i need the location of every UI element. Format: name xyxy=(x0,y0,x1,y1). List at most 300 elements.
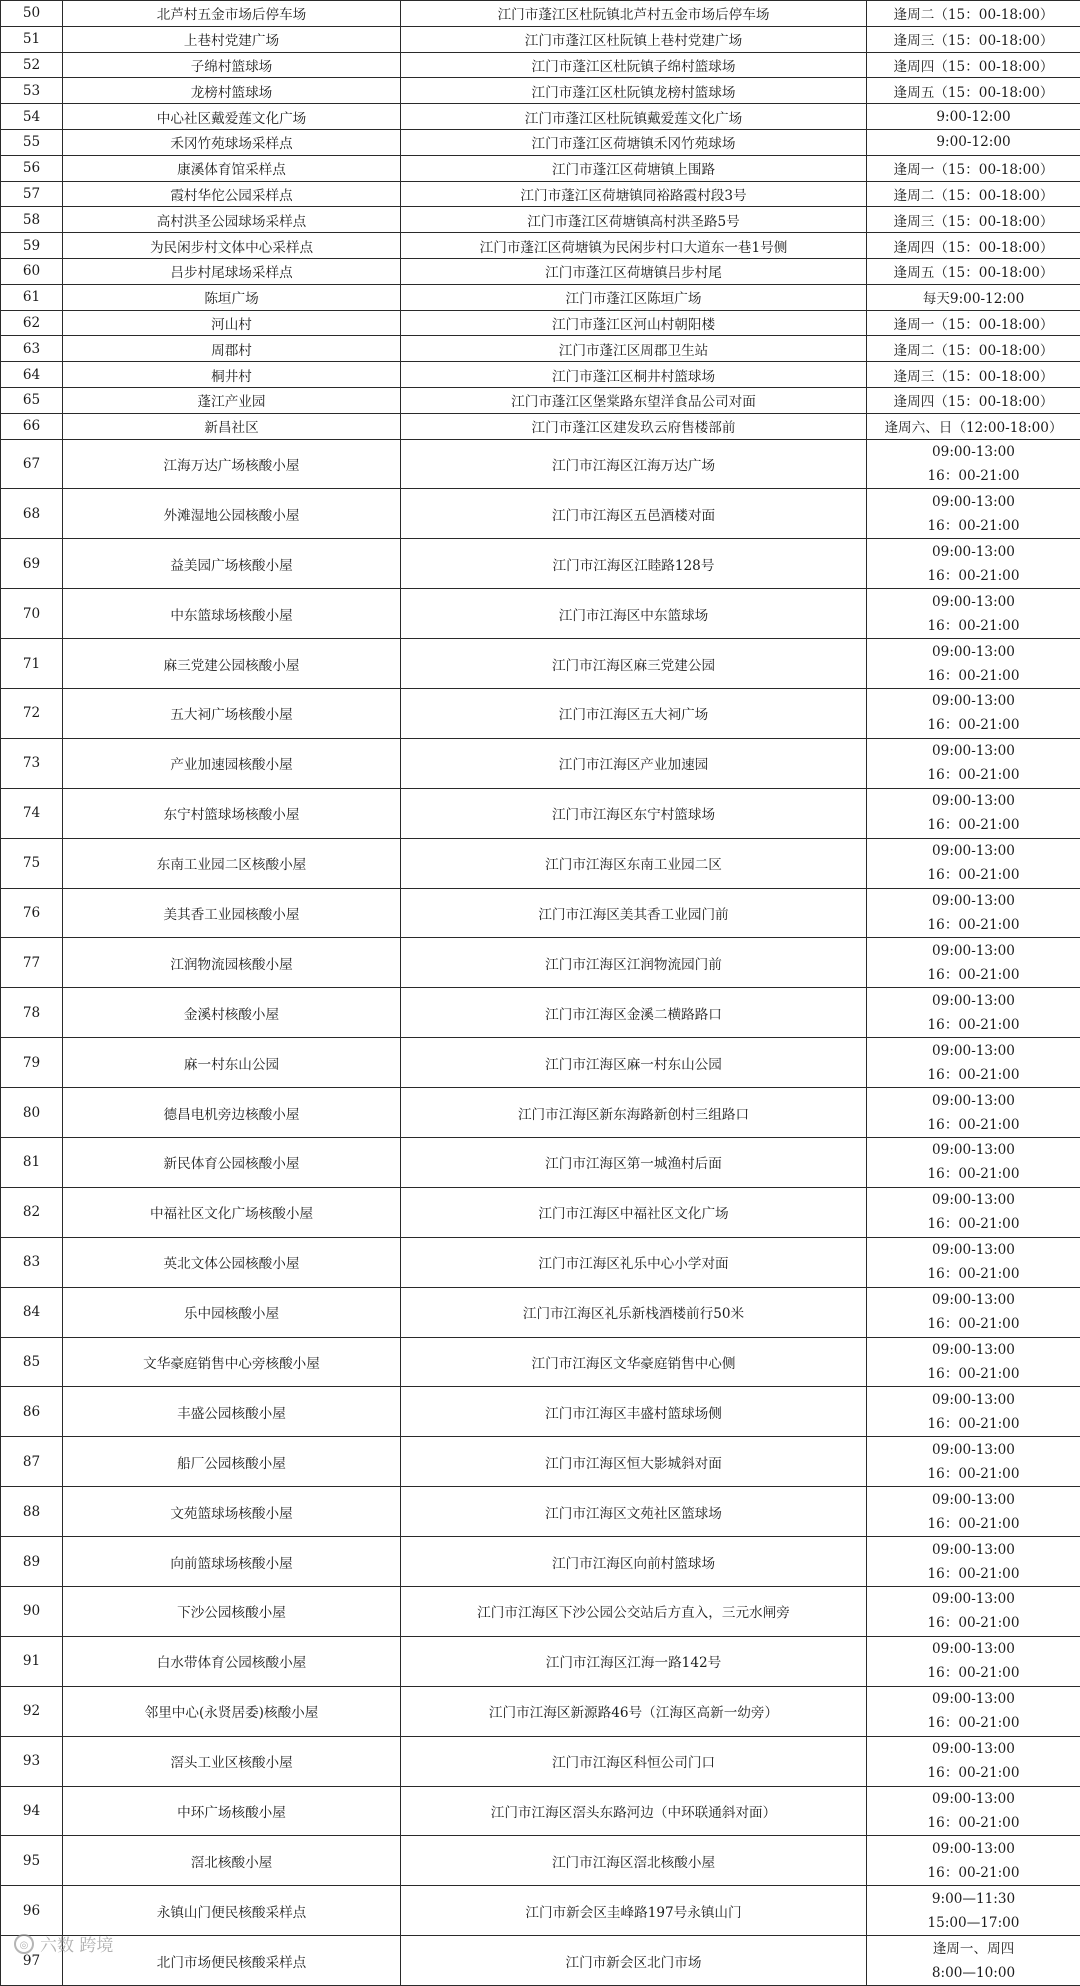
table-row xyxy=(1,310,1080,336)
opening-time-cell xyxy=(867,1836,1080,1886)
table-row xyxy=(1,589,1080,639)
opening-time-cell xyxy=(867,689,1080,739)
opening-time-cell xyxy=(867,1,1080,27)
site-address-cell: 江门市江海区东南工业园二区 xyxy=(401,838,867,888)
opening-time-cell xyxy=(867,489,1080,539)
opening-time-line: 逢周三（15：00-18:00） xyxy=(869,365,1078,385)
site-address-cell: 江门市新会区北门市场 xyxy=(401,1936,867,1986)
table-row xyxy=(1,788,1080,838)
site-name-cell: 周郡村 xyxy=(63,336,401,362)
row-number-cell: 66 xyxy=(1,413,63,439)
site-address-cell: 江门市江海区丰盛村篮球场侧 xyxy=(401,1387,867,1437)
row-number-cell: 60 xyxy=(1,258,63,284)
opening-time-cell xyxy=(867,387,1080,413)
site-address-cell: 江门市江海区向前村篮球场 xyxy=(401,1537,867,1587)
site-name-cell: 康溪体育馆采样点 xyxy=(63,155,401,181)
site-name-cell: 河山村 xyxy=(63,310,401,336)
opening-time-cell xyxy=(867,1736,1080,1786)
site-name-cell: 中东篮球场核酸小屋 xyxy=(63,589,401,639)
table-row xyxy=(1,1587,1080,1637)
opening-time-line: 16：00-21:00 xyxy=(869,1562,1078,1586)
site-address-cell: 江门市江海区文华豪庭销售中心侧 xyxy=(401,1337,867,1387)
opening-time-line: 09:00-13:00 xyxy=(869,1637,1078,1661)
site-name-cell: 麻一村东山公园 xyxy=(63,1038,401,1088)
opening-time-line: 09:00-13:00 xyxy=(869,1188,1078,1212)
table-row xyxy=(1,233,1080,259)
site-address-cell: 江门市蓬江区堡棠路东望洋食品公司对面 xyxy=(401,387,867,413)
opening-time-cell xyxy=(867,258,1080,284)
opening-time-line: 15:00—17:00 xyxy=(869,1911,1078,1935)
site-address-cell: 江门市江海区新东海路新创村三组路口 xyxy=(401,1088,867,1138)
opening-time-line: 16：00-21:00 xyxy=(869,1811,1078,1835)
row-number-cell: 97 xyxy=(1,1936,63,1986)
opening-time-line: 09:00-13:00 xyxy=(869,1039,1078,1063)
row-number-cell: 96 xyxy=(1,1886,63,1936)
opening-time-cell xyxy=(867,838,1080,888)
opening-time-line: 16：00-21:00 xyxy=(869,1861,1078,1885)
row-number-cell: 73 xyxy=(1,738,63,788)
site-name-cell: 文苑篮球场核酸小屋 xyxy=(63,1487,401,1537)
opening-time-line: 09:00-13:00 xyxy=(869,1538,1078,1562)
opening-time-line: 16：00-21:00 xyxy=(869,1013,1078,1037)
opening-time-line: 9:00-12:00 xyxy=(869,134,1078,150)
opening-time-line: 16：00-21:00 xyxy=(869,614,1078,638)
opening-time-line: 09:00-13:00 xyxy=(869,440,1078,464)
table-row xyxy=(1,155,1080,181)
opening-time-cell xyxy=(867,284,1080,310)
row-number-cell: 61 xyxy=(1,284,63,310)
table-row xyxy=(1,838,1080,888)
opening-time-line: 逢周二（15：00-18:00） xyxy=(869,184,1078,204)
table-row xyxy=(1,1736,1080,1786)
row-number-cell: 67 xyxy=(1,439,63,489)
table-row xyxy=(1,1038,1080,1088)
row-number-cell: 75 xyxy=(1,838,63,888)
site-address-cell: 江门市江海区产业加速园 xyxy=(401,738,867,788)
opening-time-cell xyxy=(867,1387,1080,1437)
site-name-cell: 中环广场核酸小屋 xyxy=(63,1786,401,1836)
site-address-cell: 江门市蓬江区荷塘镇同裕路霞村段3号 xyxy=(401,181,867,207)
row-number-cell: 83 xyxy=(1,1237,63,1287)
table-row xyxy=(1,1886,1080,1936)
table-row xyxy=(1,1387,1080,1437)
site-address-cell: 江门市蓬江区荷塘镇高村洪圣路5号 xyxy=(401,207,867,233)
opening-time-cell xyxy=(867,1587,1080,1637)
row-number-cell: 90 xyxy=(1,1587,63,1637)
table-row xyxy=(1,489,1080,539)
opening-time-line: 16：00-21:00 xyxy=(869,1063,1078,1087)
opening-time-cell xyxy=(867,413,1080,439)
opening-time-line: 09:00-13:00 xyxy=(869,789,1078,813)
table-row xyxy=(1,284,1080,310)
opening-time-line: 每天9:00-12:00 xyxy=(869,287,1078,307)
site-address-cell: 江门市新会区圭峰路197号永镇山门 xyxy=(401,1886,867,1936)
opening-time-cell xyxy=(867,26,1080,52)
opening-time-line: 9:00-12:00 xyxy=(869,109,1078,125)
row-number-cell: 84 xyxy=(1,1287,63,1337)
opening-time-cell xyxy=(867,104,1080,130)
opening-time-line: 09:00-13:00 xyxy=(869,1089,1078,1113)
table-body xyxy=(1,1,1080,1986)
opening-time-cell xyxy=(867,539,1080,589)
site-name-cell: 文华豪庭销售中心旁核酸小屋 xyxy=(63,1337,401,1387)
site-address-cell: 江门市江海区麻一村东山公园 xyxy=(401,1038,867,1088)
site-name-cell: 益美园广场核酸小屋 xyxy=(63,539,401,589)
table-row xyxy=(1,1786,1080,1836)
opening-time-cell xyxy=(867,938,1080,988)
opening-time-cell xyxy=(867,1138,1080,1188)
opening-time-cell xyxy=(867,1337,1080,1387)
opening-time-cell xyxy=(867,233,1080,259)
table-row xyxy=(1,988,1080,1038)
site-name-cell: 中福社区文化广场核酸小屋 xyxy=(63,1187,401,1237)
opening-time-line: 逢周一（15：00-18:00） xyxy=(869,313,1078,333)
opening-time-line: 逢周一（15：00-18:00） xyxy=(869,158,1078,178)
row-number-cell: 95 xyxy=(1,1836,63,1886)
opening-time-cell xyxy=(867,129,1080,155)
table-row xyxy=(1,1636,1080,1686)
opening-time-line: 16：00-21:00 xyxy=(869,963,1078,987)
opening-time-line: 09:00-13:00 xyxy=(869,1488,1078,1512)
table-row xyxy=(1,1537,1080,1587)
site-address-cell: 江门市江海区麻三党建公园 xyxy=(401,639,867,689)
opening-time-line: 16：00-21:00 xyxy=(869,1113,1078,1137)
opening-time-cell xyxy=(867,988,1080,1038)
row-number-cell: 53 xyxy=(1,78,63,104)
table-row xyxy=(1,1237,1080,1287)
site-address-cell: 江门市江海区江润物流园门前 xyxy=(401,938,867,988)
opening-time-line: 16：00-21:00 xyxy=(869,913,1078,937)
site-address-cell: 江门市江海区中福社区文化广场 xyxy=(401,1187,867,1237)
opening-time-line: 16：00-21:00 xyxy=(869,1761,1078,1785)
table-row xyxy=(1,888,1080,938)
opening-time-line: 09:00-13:00 xyxy=(869,1438,1078,1462)
table-row xyxy=(1,1487,1080,1537)
opening-time-line: 逢周四（15：00-18:00） xyxy=(869,390,1078,410)
opening-time-line: 逢周五（15：00-18:00） xyxy=(869,261,1078,281)
opening-time-line: 16：00-21:00 xyxy=(869,1462,1078,1486)
site-address-cell: 江门市江海区恒大影城斜对面 xyxy=(401,1437,867,1487)
opening-time-cell xyxy=(867,738,1080,788)
table-row xyxy=(1,738,1080,788)
opening-time-line: 09:00-13:00 xyxy=(869,1587,1078,1611)
site-name-cell: 蓬江产业园 xyxy=(63,387,401,413)
table-row xyxy=(1,1088,1080,1138)
site-name-cell: 船厂公园核酸小屋 xyxy=(63,1437,401,1487)
opening-time-line: 逢周五（15：00-18:00） xyxy=(869,81,1078,101)
table-row xyxy=(1,938,1080,988)
opening-time-cell xyxy=(867,1088,1080,1138)
row-number-cell: 76 xyxy=(1,888,63,938)
row-number-cell: 74 xyxy=(1,788,63,838)
site-address-cell: 江门市江海区江海一路142号 xyxy=(401,1636,867,1686)
opening-time-line: 16：00-21:00 xyxy=(869,1362,1078,1386)
row-number-cell: 91 xyxy=(1,1636,63,1686)
site-name-cell: 江润物流园核酸小屋 xyxy=(63,938,401,988)
opening-time-line: 16：00-21:00 xyxy=(869,863,1078,887)
site-name-cell: 龙榜村篮球场 xyxy=(63,78,401,104)
row-number-cell: 89 xyxy=(1,1537,63,1587)
opening-time-line: 逢周四（15：00-18:00） xyxy=(869,236,1078,256)
opening-time-cell xyxy=(867,888,1080,938)
site-address-cell: 江门市江海区科恒公司门口 xyxy=(401,1736,867,1786)
table-row xyxy=(1,26,1080,52)
site-name-cell: 新民体育公园核酸小屋 xyxy=(63,1138,401,1188)
opening-time-line: 8:00—10:00 xyxy=(869,1961,1078,1985)
opening-time-line: 09:00-13:00 xyxy=(869,1687,1078,1711)
site-name-cell: 金溪村核酸小屋 xyxy=(63,988,401,1038)
table-row xyxy=(1,336,1080,362)
row-number-cell: 85 xyxy=(1,1337,63,1387)
opening-time-line: 16：00-21:00 xyxy=(869,464,1078,488)
opening-time-line: 09:00-13:00 xyxy=(869,689,1078,713)
table-row xyxy=(1,1936,1080,1986)
site-name-cell: 向前篮球场核酸小屋 xyxy=(63,1537,401,1587)
opening-time-line: 09:00-13:00 xyxy=(869,540,1078,564)
opening-time-line: 16：00-21:00 xyxy=(869,1312,1078,1336)
opening-time-line: 逢周六、日（12:00-18:00） xyxy=(869,416,1078,436)
opening-time-line: 09:00-13:00 xyxy=(869,1138,1078,1162)
table-row xyxy=(1,1337,1080,1387)
watermark-text: 六数 跨境 xyxy=(40,1931,113,1956)
row-number-cell: 86 xyxy=(1,1387,63,1437)
table-row xyxy=(1,639,1080,689)
site-name-cell: 霞村华佗公园采样点 xyxy=(63,181,401,207)
site-address-cell: 江门市江海区新源路46号（江海区高新一幼旁） xyxy=(401,1686,867,1736)
row-number-cell: 88 xyxy=(1,1487,63,1537)
opening-time-line: 16：00-21:00 xyxy=(869,564,1078,588)
row-number-cell: 65 xyxy=(1,387,63,413)
opening-time-line: 09:00-13:00 xyxy=(869,1288,1078,1312)
row-number-cell: 59 xyxy=(1,233,63,259)
row-number-cell: 55 xyxy=(1,129,63,155)
site-address-cell: 江门市蓬江区杜阮镇龙榜村篮球场 xyxy=(401,78,867,104)
opening-time-line: 逢周二（15：00-18:00） xyxy=(869,3,1078,23)
opening-time-cell xyxy=(867,1487,1080,1537)
site-name-cell: 滘头工业区核酸小屋 xyxy=(63,1736,401,1786)
site-address-cell: 江门市蓬江区陈垣广场 xyxy=(401,284,867,310)
opening-time-cell xyxy=(867,336,1080,362)
opening-time-cell xyxy=(867,1537,1080,1587)
site-address-cell: 江门市蓬江区杜阮镇子绵村篮球场 xyxy=(401,52,867,78)
opening-time-line: 09:00-13:00 xyxy=(869,1837,1078,1861)
site-name-cell: 上巷村党建广场 xyxy=(63,26,401,52)
row-number-cell: 71 xyxy=(1,639,63,689)
site-address-cell: 江门市蓬江区杜阮镇上巷村党建广场 xyxy=(401,26,867,52)
site-address-cell: 江门市蓬江区建发玖云府售楼部前 xyxy=(401,413,867,439)
opening-time-line: 09:00-13:00 xyxy=(869,889,1078,913)
opening-time-line: 09:00-13:00 xyxy=(869,490,1078,514)
row-number-cell: 50 xyxy=(1,1,63,27)
site-address-cell: 江门市江海区东宁村篮球场 xyxy=(401,788,867,838)
site-address-cell: 江门市江海区五邑酒楼对面 xyxy=(401,489,867,539)
site-address-cell: 江门市江海区滘头东路河边（中环联通斜对面） xyxy=(401,1786,867,1836)
opening-time-line: 09:00-13:00 xyxy=(869,1338,1078,1362)
table-row xyxy=(1,104,1080,130)
site-address-cell: 江门市江海区第一城渔村后面 xyxy=(401,1138,867,1188)
opening-time-line: 09:00-13:00 xyxy=(869,939,1078,963)
site-name-cell: 东宁村篮球场核酸小屋 xyxy=(63,788,401,838)
site-name-cell: 北门市场便民核酸采样点 xyxy=(63,1936,401,1986)
site-address-cell: 江门市江海区美其香工业园门前 xyxy=(401,888,867,938)
site-address-cell: 江门市江海区江睦路128号 xyxy=(401,539,867,589)
opening-time-cell xyxy=(867,1686,1080,1736)
opening-time-line: 16：00-21:00 xyxy=(869,1512,1078,1536)
site-name-cell: 吕步村尾球场采样点 xyxy=(63,258,401,284)
row-number-cell: 81 xyxy=(1,1138,63,1188)
site-name-cell: 五大祠广场核酸小屋 xyxy=(63,689,401,739)
opening-time-cell xyxy=(867,1187,1080,1237)
table-row xyxy=(1,1287,1080,1337)
opening-time-cell xyxy=(867,207,1080,233)
watermark xyxy=(14,1931,113,1956)
row-number-cell: 52 xyxy=(1,52,63,78)
opening-time-cell xyxy=(867,52,1080,78)
table-row xyxy=(1,1187,1080,1237)
table-row xyxy=(1,1686,1080,1736)
site-name-cell: 邻里中心(永贤居委)核酸小屋 xyxy=(63,1686,401,1736)
row-number-cell: 79 xyxy=(1,1038,63,1088)
row-number-cell: 80 xyxy=(1,1088,63,1138)
opening-time-line: 9:00—11:30 xyxy=(869,1887,1078,1911)
opening-time-cell xyxy=(867,1237,1080,1287)
row-number-cell: 94 xyxy=(1,1786,63,1836)
site-name-cell: 东南工业园二区核酸小屋 xyxy=(63,838,401,888)
site-name-cell: 陈垣广场 xyxy=(63,284,401,310)
table-row xyxy=(1,539,1080,589)
site-name-cell: 白水带体育公园核酸小屋 xyxy=(63,1636,401,1686)
row-number-cell: 78 xyxy=(1,988,63,1038)
site-address-cell: 江门市江海区下沙公园公交站后方直入，三元水闸旁 xyxy=(401,1587,867,1637)
site-name-cell: 产业加速园核酸小屋 xyxy=(63,738,401,788)
opening-time-line: 16：00-21:00 xyxy=(869,1212,1078,1236)
site-name-cell: 江海万达广场核酸小屋 xyxy=(63,439,401,489)
opening-time-cell xyxy=(867,362,1080,388)
opening-time-line: 09:00-13:00 xyxy=(869,1238,1078,1262)
site-address-cell: 江门市江海区礼乐中心小学对面 xyxy=(401,1237,867,1287)
site-name-cell: 禾冈竹苑球场采样点 xyxy=(63,129,401,155)
row-number-cell: 56 xyxy=(1,155,63,181)
site-address-cell: 江门市蓬江区荷塘镇吕步村尾 xyxy=(401,258,867,284)
table-row xyxy=(1,362,1080,388)
row-number-cell: 77 xyxy=(1,938,63,988)
row-number-cell: 62 xyxy=(1,310,63,336)
table-row xyxy=(1,78,1080,104)
row-number-cell: 69 xyxy=(1,539,63,589)
site-name-cell: 滘北核酸小屋 xyxy=(63,1836,401,1886)
opening-time-cell xyxy=(867,155,1080,181)
row-number-cell: 93 xyxy=(1,1736,63,1786)
watermark-logo-icon: ◎ xyxy=(14,1934,34,1954)
table-row xyxy=(1,387,1080,413)
opening-time-line: 09:00-13:00 xyxy=(869,739,1078,763)
row-number-cell: 63 xyxy=(1,336,63,362)
row-number-cell: 82 xyxy=(1,1187,63,1237)
table-row xyxy=(1,1,1080,27)
site-name-cell: 桐井村 xyxy=(63,362,401,388)
opening-time-line: 逢周四（15：00-18:00） xyxy=(869,55,1078,75)
opening-time-cell xyxy=(867,181,1080,207)
table-row xyxy=(1,52,1080,78)
site-name-cell: 美其香工业园核酸小屋 xyxy=(63,888,401,938)
site-name-cell: 子绵村篮球场 xyxy=(63,52,401,78)
row-number-cell: 54 xyxy=(1,104,63,130)
table-row xyxy=(1,1437,1080,1487)
table-row xyxy=(1,439,1080,489)
opening-time-line: 16：00-21:00 xyxy=(869,1262,1078,1286)
opening-time-line: 16：00-21:00 xyxy=(869,713,1078,737)
row-number-cell: 51 xyxy=(1,26,63,52)
table-row xyxy=(1,129,1080,155)
table-row xyxy=(1,689,1080,739)
site-address-cell: 江门市蓬江区河山村朝阳楼 xyxy=(401,310,867,336)
table-row xyxy=(1,207,1080,233)
site-name-cell: 新昌社区 xyxy=(63,413,401,439)
opening-time-cell xyxy=(867,589,1080,639)
opening-time-line: 逢周一、周四 xyxy=(869,1937,1078,1961)
opening-time-cell xyxy=(867,310,1080,336)
row-number-cell: 58 xyxy=(1,207,63,233)
site-address-cell: 江门市蓬江区荷塘镇禾冈竹苑球场 xyxy=(401,129,867,155)
opening-time-line: 16：00-21:00 xyxy=(869,1711,1078,1735)
table-row xyxy=(1,1836,1080,1886)
opening-time-cell xyxy=(867,1886,1080,1936)
opening-time-cell xyxy=(867,78,1080,104)
site-name-cell: 北芦村五金市场后停车场 xyxy=(63,1,401,27)
site-address-cell: 江门市蓬江区荷塘镇为民闲步村口大道东一巷1号侧 xyxy=(401,233,867,259)
site-address-cell: 江门市蓬江区荷塘镇上围路 xyxy=(401,155,867,181)
opening-time-cell xyxy=(867,1636,1080,1686)
site-address-cell: 江门市蓬江区杜阮镇北芦村五金市场后停车场 xyxy=(401,1,867,27)
site-name-cell: 永镇山门便民核酸采样点 xyxy=(63,1886,401,1936)
site-name-cell: 德昌电机旁边核酸小屋 xyxy=(63,1088,401,1138)
site-address-cell: 江门市江海区文苑社区篮球场 xyxy=(401,1487,867,1537)
site-address-cell: 江门市蓬江区杜阮镇戴爱莲文化广场 xyxy=(401,104,867,130)
opening-time-line: 09:00-13:00 xyxy=(869,839,1078,863)
table-row xyxy=(1,258,1080,284)
opening-time-line: 逢周二（15：00-18:00） xyxy=(869,339,1078,359)
opening-time-cell xyxy=(867,639,1080,689)
opening-time-line: 09:00-13:00 xyxy=(869,1787,1078,1811)
opening-time-line: 16：00-21:00 xyxy=(869,1661,1078,1685)
opening-time-line: 09:00-13:00 xyxy=(869,590,1078,614)
opening-time-cell xyxy=(867,1287,1080,1337)
site-name-cell: 下沙公园核酸小屋 xyxy=(63,1587,401,1637)
site-address-cell: 江门市江海区滘北核酸小屋 xyxy=(401,1836,867,1886)
row-number-cell: 68 xyxy=(1,489,63,539)
site-address-cell: 江门市蓬江区周郡卫生站 xyxy=(401,336,867,362)
opening-time-cell xyxy=(867,1936,1080,1986)
site-address-cell: 江门市江海区五大祠广场 xyxy=(401,689,867,739)
opening-time-line: 16：00-21:00 xyxy=(869,1611,1078,1635)
site-address-cell: 江门市蓬江区桐井村篮球场 xyxy=(401,362,867,388)
site-name-cell: 丰盛公园核酸小屋 xyxy=(63,1387,401,1437)
opening-time-cell xyxy=(867,439,1080,489)
opening-time-line: 16：00-21:00 xyxy=(869,664,1078,688)
opening-time-cell xyxy=(867,1038,1080,1088)
opening-time-line: 逢周三（15：00-18:00） xyxy=(869,210,1078,230)
row-number-cell: 57 xyxy=(1,181,63,207)
row-number-cell: 70 xyxy=(1,589,63,639)
site-name-cell: 英北文体公园核酸小屋 xyxy=(63,1237,401,1287)
site-name-cell: 麻三党建公园核酸小屋 xyxy=(63,639,401,689)
site-name-cell: 高村洪圣公园球场采样点 xyxy=(63,207,401,233)
row-number-cell: 87 xyxy=(1,1437,63,1487)
opening-time-cell xyxy=(867,1437,1080,1487)
site-name-cell: 乐中园核酸小屋 xyxy=(63,1287,401,1337)
opening-time-line: 09:00-13:00 xyxy=(869,1737,1078,1761)
opening-time-line: 16：00-21:00 xyxy=(869,1412,1078,1436)
